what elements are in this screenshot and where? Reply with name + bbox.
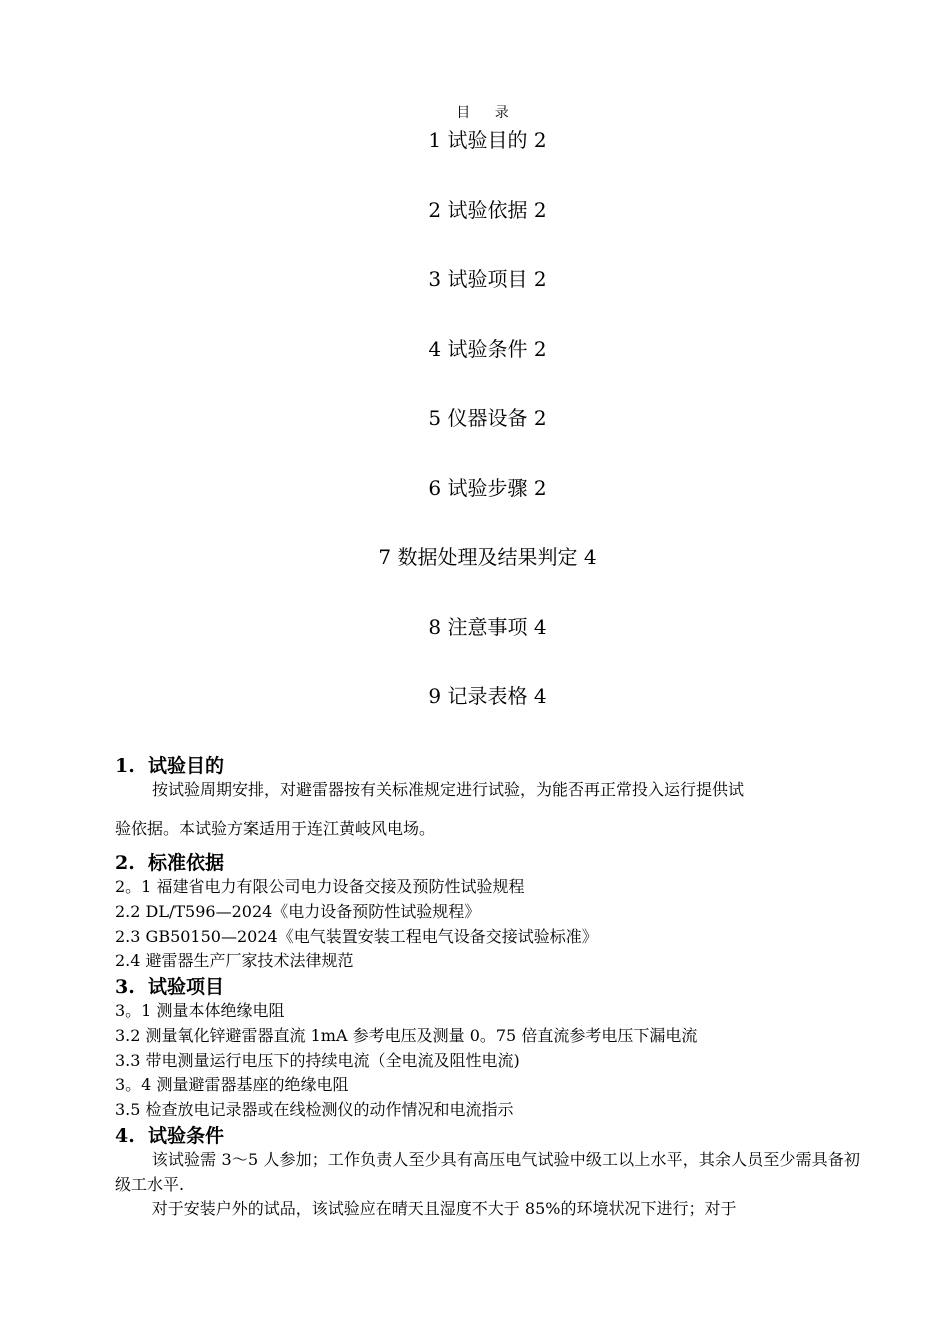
- toc-item[interactable]: 5 仪器设备 2: [428, 406, 547, 430]
- list-item: 3.5 检查放电记录器或在线检测仪的动作情况和电流指示: [115, 1100, 514, 1119]
- section-heading-standards: [115, 848, 224, 875]
- list-item: 2。1 福建省电力有限公司电力设备交接及预防性试验规程: [115, 877, 525, 896]
- toc-item[interactable]: 4 试验条件 2: [428, 337, 547, 361]
- section-number: 4.: [115, 1125, 135, 1147]
- toc-item[interactable]: 9 记录表格 4: [428, 684, 547, 708]
- body-text: 按试验周期安排，对避雷器按有关标准规定进行试验，为能否再正常投入运行提供试: [152, 780, 745, 799]
- section-number: 3.: [115, 976, 135, 998]
- section-title: 试验目的: [148, 755, 225, 777]
- list-item: 3.3 带电测量运行电压下的持续电流（全电流及阻性电流): [115, 1051, 520, 1070]
- toc-item[interactable]: 8 注意事项 4: [428, 615, 547, 639]
- section-heading-conditions: [115, 1121, 224, 1148]
- list-item: 2.4 避雷器生产厂家技术法律规范: [115, 951, 354, 970]
- toc-item[interactable]: 2 试验依据 2: [428, 198, 547, 222]
- toc-item[interactable]: 3 试验项目 2: [428, 267, 547, 291]
- list-item: 2.2 DL/T596—2024《电力设备预防性试验规程》: [115, 902, 481, 921]
- section-number: 2.: [115, 852, 135, 874]
- body-paragraph: 该试验需 3～5 人参加；工作负责人至少具有高压电气试验中级工以上水平，其余人员至少需具备初级工水平.: [115, 1150, 860, 1194]
- list-item: 2.3 GB50150—2024《电气装置安装工程电气设备交接试验标准》: [115, 927, 598, 946]
- section-title: 试验项目: [148, 976, 225, 998]
- body-paragraph: 对于安装户外的试品，该试验应在晴天且湿度不大于 85%的环境状况下进行；对于: [151, 1199, 737, 1218]
- toc-item[interactable]: 6 试验步骤 2: [428, 476, 547, 500]
- list-item: 3。4 测量避雷器基座的绝缘电阻: [115, 1075, 349, 1094]
- section-heading-purpose: [115, 751, 224, 778]
- section-heading-items: [115, 972, 224, 999]
- section-title: 试验条件: [148, 1125, 225, 1147]
- list-item: 3。1 测量本体绝缘电阻: [115, 1001, 285, 1020]
- body-text: 验依据。本试验方案适用于连江黄岐风电场。: [115, 819, 436, 838]
- section-title: 标准依据: [148, 852, 225, 874]
- list-item: 3.2 测量氧化锌避雷器直流 1mA 参考电压及测量 0。75 倍直流参考电压下漏电流: [115, 1026, 698, 1045]
- toc-item[interactable]: 7 数据处理及结果判定 4: [378, 545, 597, 569]
- section-number: 1.: [115, 755, 135, 777]
- toc-title: 目 录: [456, 105, 519, 121]
- toc-item[interactable]: 1 试验目的 2: [428, 128, 547, 152]
